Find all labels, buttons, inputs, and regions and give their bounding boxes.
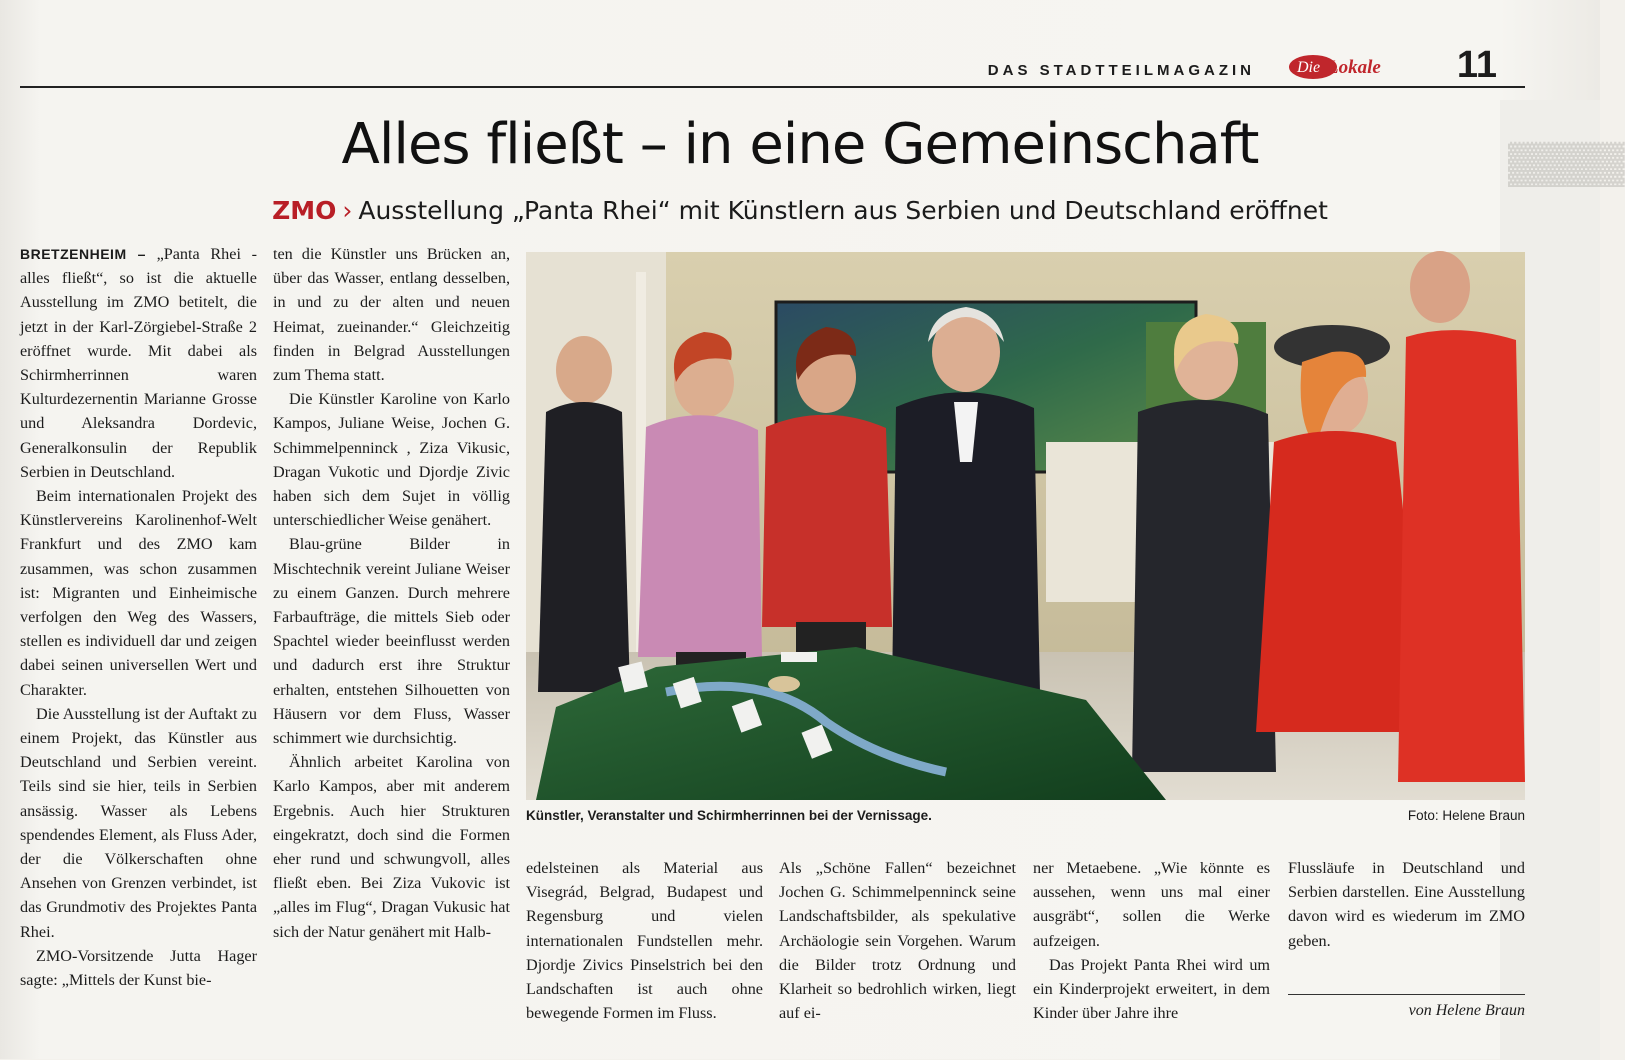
page-number: 11 <box>1456 44 1497 86</box>
article-column-1 <box>20 242 257 992</box>
svg-text:Lokale: Lokale <box>1327 57 1381 78</box>
ghost-text: ▓▓▓▓ <box>1508 140 1625 184</box>
dateline: BRETZENHEIM – <box>20 246 146 262</box>
paragraph: Beim internationalen Projekt des Künstlervereins Karolinenhof-Welt Frankfurt und des ZMO kam zusammen, was schon zusammen ist: Migranten und Einheimische verfolgen den Weg des Wassers, stellen es individuell dar und zeigen dabei seinen universellen Wert und Charakter. <box>20 487 257 699</box>
byline: von Helene Braun <box>1408 1002 1525 1019</box>
headline: Alles fließt – in eine Gemeinschaft <box>341 112 1259 177</box>
article-column-4 <box>779 856 1016 1025</box>
article-column-3 <box>526 856 763 1025</box>
event-photo <box>526 252 1525 800</box>
paragraph: ner Metaebene. „Wie könnte es aussehen, wenn uns mal einer ausgräbt“, sollen die Werke aufzeigen. <box>1033 859 1270 950</box>
paragraph: Flussläufe in Deutschland und Serbien darstellen. Eine Ausstellung davon wird es wiederum im ZMO geben. <box>1288 859 1525 950</box>
byline-rule <box>1288 994 1525 995</box>
page-header <box>20 46 1525 86</box>
paragraph: Die Künstler Karoline von Karlo Kampos, Juliane Weise, Jochen G. Schimmelpenninck , Ziza Vikusic, Dragan Vukotic und Djordje Zivic haben sich dem Sujet in völlig unterschiedlicher Weise genähert. <box>273 390 510 530</box>
paragraph: ten die Künstler uns Brücken an, über das Wasser, entlang desselben, in und zu der alten und neuen Heimat, zueinander.“ Gleichzeitig finden in Belgrad Ausstellungen zum Thema statt. <box>273 245 510 385</box>
paragraph: Als „Schöne Fallen“ bezeichnet Jochen G. Schimmelpenninck seine Landschaftsbilder, als spekulative Archäologie sein Vorgehen. Warum die Bilder trotz Ordnung und Klarheit so bedrohlich wirken, liegt auf ei- <box>779 859 1016 1023</box>
paragraph <box>20 242 257 484</box>
paragraph: ZMO-Vorsitzende Jutta Hager sagte: „Mittels der Kunst bie- <box>20 946 257 990</box>
magazine-name: DAS STADTTEILMAGAZIN <box>987 62 1255 79</box>
kicker-label: ZMO <box>272 196 337 225</box>
paragraph: Ähnlich arbeitet Karolina von Karlo Kampos, aber mit anderem Ergebnis. Auch hier Strukturen eingekratzt, doch sind die Formen eher rund und schwungvoll, alles fließt eben. Bei Ziza Vukovic ist „alles im Flug“, Dragan Vukusic hat sich der Natur genähert mit Halb- <box>273 753 510 941</box>
paragraph: Die Ausstellung ist der Auftakt zu einem Projekt, das Künstler aus Deutschland und Serbien vereint. Teils sind sie hier, teils in Serbien ansässig. Wasser als Lebens spendendes Element, als Fluss Ader, der die Völkerschaften ohne Ansehen von Grenzen verbindet, ist das Grundmotiv des Projektes Panta Rhei. <box>20 704 257 941</box>
subheadline <box>0 196 1600 225</box>
chevron-right-icon: › <box>342 196 353 225</box>
paragraph-text: „Panta Rhei - alles fließt“, so ist die aktuelle Ausstellung im ZMO betitelt, die jetzt in der Karl-Zörgiebel-Straße 2 eröffnet wurde. Mit dabei als Schirmherrinnen waren Kulturdezernentin Marianne Grosse und Aleksandra Dordevic, Generalkonsulin der Republik Serbien in Deutschland. <box>20 245 257 481</box>
svg-text:Die: Die <box>1297 59 1321 76</box>
subheadline-text: Ausstellung „Panta Rhei“ mit Künstlern aus Serbien und Deutschland eröffnet <box>358 196 1328 225</box>
article-column-2 <box>273 242 510 944</box>
header-rule <box>20 86 1525 88</box>
article-column-6 <box>1288 856 1525 953</box>
dielokale-logo <box>1285 52 1405 82</box>
photo-caption-row <box>526 808 1525 823</box>
photo-caption: Künstler, Veranstalter und Schirmherrinnen bei der Vernissage. <box>526 808 932 823</box>
article-column-5 <box>1033 856 1270 1025</box>
photo-credit: Foto: Helene Braun <box>1407 808 1525 823</box>
paragraph: Das Projekt Panta Rhei wird um ein Kinderprojekt erweitert, in dem Kinder über Jahre ihre <box>1033 955 1270 1023</box>
paragraph: Blau-grüne Bilder in Mischtechnik vereint Juliane Weiser zu einem Ganzen. Durch mehrere Farbaufträge, die mittels Sieb oder Spachtel wieder beeinflusst werden und dadurch erst ihre Struktur erhalten, entstehen Silhouetten von Häusern vor dem Fluss, Wasser schimmert wie durchsichtig. <box>273 535 510 748</box>
photo-illustration <box>526 252 1525 800</box>
paragraph: edelsteinen als Material aus Visegrád, Belgrad, Budapest und Regensburg und vielen internationalen Fundstellen mehr. Djordje Zivics Pinselstrich bei den Landschaften ist auch ohne bewegende Formen im Fluss. <box>526 859 763 1023</box>
